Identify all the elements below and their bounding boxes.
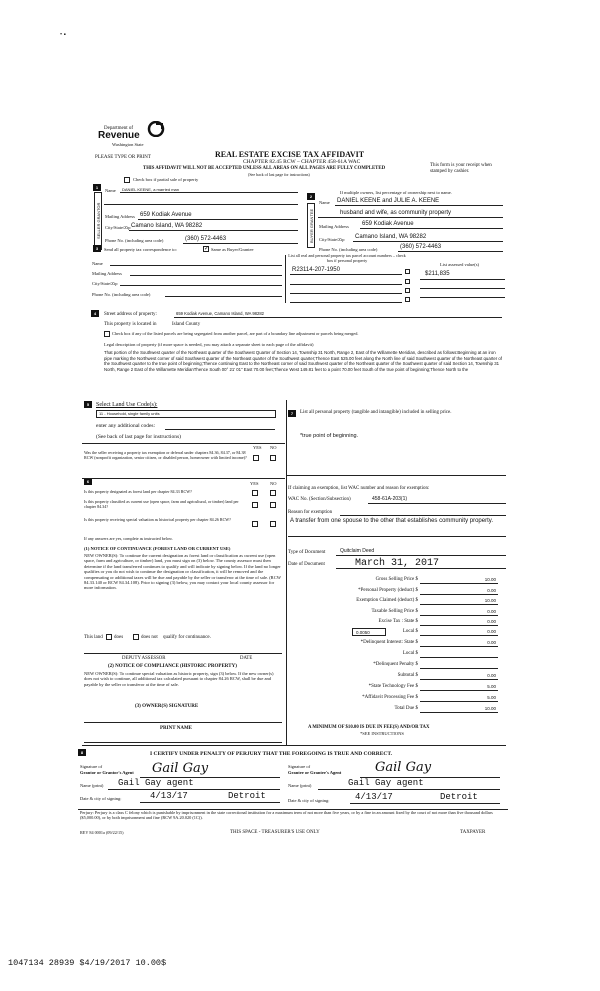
tax-value: 10.00 xyxy=(484,706,496,711)
seller-mailing-value: 659 Kodiak Avenue xyxy=(140,212,192,218)
s5-see-back: (See back of last page for instructions) xyxy=(96,434,181,440)
county-value: Island County xyxy=(172,322,201,327)
sig-left: Gail Gay xyxy=(152,761,209,776)
s5-yes: YES xyxy=(253,445,262,450)
does-not-checkbox[interactable] xyxy=(133,634,139,640)
section-number-5: 5 xyxy=(84,401,92,408)
s3-mailing-label: Mailing Address xyxy=(92,271,122,276)
notice1-text: NEW OWNER(S): To continue the current designation as forest land or classification as current use (open space, farm and agriculture, or timber) land, you must sign on (3) below. The county assessor must then determine if the land transferred continues to qualify and will indicate by signing below. If the land no longer qualifies or you do not wish to continue the designation or classification, it will be removed and the compensating or additional taxes will be due and payable by the seller or transferor at the time of sale. (RCW 84.33.140 or RCW 84.34.108). Prior to signing (3) below, you may contact your local county assessor for more information. xyxy=(84,553,281,591)
additional-codes-label: enter any additional codes: xyxy=(96,423,156,429)
seller-phone-label: Phone No. (including area code) xyxy=(105,238,164,243)
s6-q3-no[interactable] xyxy=(270,521,276,527)
buyer-name-value-2: husband and wife, as community property xyxy=(340,210,452,216)
name-print-left-label: Name (print) xyxy=(80,783,104,788)
doc-date-value: March 31, 2017 xyxy=(355,558,440,569)
form-title: REAL ESTATE EXCISE TAX AFFIDAVIT xyxy=(215,150,365,159)
s6-q1-no[interactable] xyxy=(270,490,276,496)
seller-city-label: City/State/Zip xyxy=(105,225,131,230)
partial-sale-checkbox[interactable] xyxy=(124,177,130,183)
ownership-note: If multiple owners, list percentage of ownership next to name. xyxy=(340,190,452,195)
date-right-label: Date & city of signing: xyxy=(288,798,330,803)
located-label: This property is located in xyxy=(104,322,157,327)
same-as-label: Same as Buyer/Grantee xyxy=(211,247,254,252)
s5-no-checkbox[interactable] xyxy=(270,455,276,461)
buyer-name-label: Name xyxy=(319,200,330,205)
date-left: 4/13/17 xyxy=(150,791,188,801)
s6-q1-yes[interactable] xyxy=(252,490,258,496)
section-number-6: 6 xyxy=(84,478,92,485)
recording-stamp: 1047134 28939 $4/19/2017 10.00$ xyxy=(8,958,167,968)
sig-right-label1: Signature of xyxy=(288,764,311,769)
s6-q3: Is this property receiving special valuation as historical property per chapter 84.26 RCW? xyxy=(84,517,231,522)
s6-q2-yes[interactable] xyxy=(252,502,258,508)
s5-no: NO xyxy=(270,445,277,450)
section-number-2: 2 xyxy=(307,193,315,200)
owner-signature-label: (3) OWNER(S) SIGNATURE xyxy=(135,704,199,709)
deputy-date: DATE xyxy=(240,656,253,661)
s3-name-label: Name xyxy=(92,261,103,266)
land-use-value: 11 - Household, single family units xyxy=(99,411,160,416)
seller-city-value: Camano Island, WA 98282 xyxy=(131,223,203,229)
seller-name-label: Name xyxy=(105,188,116,193)
buyer-name-value: DANIEL KEENE and JULIE A. KEENE xyxy=(337,198,440,204)
tax-label: Subtotal $ xyxy=(397,673,418,678)
doc-type-label: Type of Document xyxy=(288,550,326,555)
doc-date-label: Date of Document xyxy=(288,562,325,567)
does-not-label: does not xyxy=(141,635,158,640)
scan-mark: • ▪ xyxy=(60,32,66,38)
does-label: does xyxy=(114,635,124,640)
notice1-title: (1) NOTICE OF CONTINUANCE (FOREST LAND OR CURRENT USE) xyxy=(84,546,231,551)
date-left-label: Date & city of signing: xyxy=(80,796,122,801)
boundary-checkbox[interactable] xyxy=(104,331,110,337)
wac-value: 458-61A-203(1) xyxy=(372,496,408,502)
section-number-7: 7 xyxy=(288,410,296,417)
buyer-city-value: Camano Island, WA 98282 xyxy=(355,234,427,240)
logo-dept: Department of xyxy=(104,126,134,131)
tax-value: 0.00 xyxy=(487,673,496,678)
sig-left-label1: Signature of xyxy=(80,764,103,769)
section-number-3: 3 xyxy=(93,245,101,252)
sig-left-label2: Grantor or Grantor's Agent xyxy=(80,770,134,775)
form-number: REV 84 0001a (09/22/15) xyxy=(80,830,124,835)
tax-value: 0.00 xyxy=(487,609,496,614)
s3-city-label: City/State/Zip xyxy=(92,281,118,286)
parcel-header: List all real and personal property tax parcel account numbers – check box if personal property xyxy=(288,253,406,263)
logo-revenue: Revenue xyxy=(98,130,140,141)
s5-yes-checkbox[interactable] xyxy=(253,455,259,461)
does-checkbox[interactable] xyxy=(106,634,112,640)
please-type: PLEASE TYPE OR PRINT xyxy=(95,155,151,160)
s5-question: Was the seller receiving a property tax exemption or deferral under chapters 84.36, 84.37, or 84.38 RCW (nonprofit organization, senior citizen, or disabled person, homeowner with limited income)? xyxy=(84,450,247,460)
s6-yes: YES xyxy=(250,481,259,486)
this-land-label: This land xyxy=(84,635,103,640)
sig-right-label2: Grantee or Grantee's Agent xyxy=(288,770,342,775)
land-use-select[interactable] xyxy=(96,410,276,418)
section-number-8: 8 xyxy=(78,749,86,756)
personal-property-checkbox-1[interactable] xyxy=(405,269,410,274)
buyer-city-label: City/State/Zip xyxy=(319,237,345,242)
s6-no: NO xyxy=(270,481,277,486)
wac-label: WAC No. (Section/Subsection) xyxy=(288,497,351,502)
tax-label: *Affidavit Processing Fee $ xyxy=(362,695,418,700)
tax-value: 0.00 xyxy=(487,588,496,593)
personal-property-checkbox-3[interactable] xyxy=(405,288,410,293)
sig-right: Gail Gay xyxy=(375,760,432,775)
tax-value: 0.00 xyxy=(487,629,496,634)
tax-value: 5.00 xyxy=(487,695,496,700)
local-rate-box xyxy=(352,628,386,636)
buyer-phone-label: Phone No. (including area code) xyxy=(319,247,378,252)
tax-label: Local $ xyxy=(402,651,418,656)
seller-vertical-label: SELLER GRANTOR xyxy=(94,192,102,250)
section-number-4: 4 xyxy=(91,310,99,317)
name-print-right-label: Name (print) xyxy=(288,783,312,788)
exemption-label: If claiming an exemption, list WAC number and reason for exemption: xyxy=(288,486,430,491)
s6-instructions: If any answers are yes, complete as instructed below. xyxy=(84,536,173,541)
select-land-use-label: Select Land Use Code(s): xyxy=(96,402,158,408)
tax-label: Excise Tax : State $ xyxy=(378,619,418,624)
tax-value: 5.00 xyxy=(487,684,496,689)
tax-value: 0.00 xyxy=(487,619,496,624)
receipt-note: This form is your receipt when stamped by cashier. xyxy=(430,163,492,174)
tax-label: *Delinquent Penalty $ xyxy=(373,662,418,667)
tax-label: Gross Selling Price $ xyxy=(375,577,418,582)
form-warning: THIS AFFIDAVIT WILL NOT BE ACCEPTED UNLESS ALL AREAS ON ALL PAGES ARE FULLY COMPLETED xyxy=(143,166,386,171)
qualify-label: qualify for continuance. xyxy=(163,635,211,640)
tax-label: *State Technology Fee $ xyxy=(368,684,418,689)
assessed-header: List assessed value(s) xyxy=(440,262,479,267)
perjury-note: Perjury: Perjury is a class C felony which is punishable by imprisonment in the state correctional institution for a maximum term of not more than five years, or by a fine in an amount fixed by the court of not more than five thousand dollars ($5,000.00), or by both imprisonment and fine (RCW 9A.20.020 (1C)). xyxy=(80,810,493,820)
certify-title: I CERTIFY UNDER PENALTY OF PERJURY THAT THE FOREGOING IS TRUE AND CORRECT. xyxy=(150,751,393,757)
name-print-right: Gail Gay agent xyxy=(348,778,424,788)
see-instructions: *SEE INSTRUCTIONS xyxy=(360,731,404,736)
tax-label: Total Due $ xyxy=(394,706,418,711)
legal-label: Legal description of property (if more space is needed, you may attach a separate sheet to each page of the affidavit) xyxy=(104,342,314,347)
reason-value: A transfer from one spouse to the other that establishes community property. xyxy=(290,518,493,524)
print-name-label: PRINT NAME xyxy=(160,726,192,731)
personal-property-checkbox-4[interactable] xyxy=(405,297,410,302)
tax-label: *Personal Property (deduct) $ xyxy=(358,588,418,593)
taxpayer-label: TAXPAYER xyxy=(460,830,486,835)
buyer-mailing-label: Mailing Address xyxy=(319,224,349,229)
buyer-phone-value: (360) 572-4463 xyxy=(400,244,442,250)
see-back: (See back of last page for instructions) xyxy=(248,172,310,177)
tax-label: *Delinquent Interest: State $ xyxy=(360,640,418,645)
form-chapter: CHAPTER 82.45 RCW – CHAPTER 458-61A WAC xyxy=(243,159,361,165)
tax-label: Taxable Selling Price $ xyxy=(371,609,418,614)
city-left: Detroit xyxy=(228,791,266,801)
s6-q2: Is this property classified as current use (open space, farm and agricultural, or timber) land per chapter 84.34? xyxy=(84,499,239,509)
street-value: 659 Kodiak Avenue, Camano Island, WA 98282 xyxy=(176,311,264,316)
parcel-value: R23114-207-1950 xyxy=(292,267,340,273)
s6-q3-yes[interactable] xyxy=(252,521,258,527)
minimum-note: A MINIMUM OF $10.00 IS DUE IN FEE(S) AND/OR TAX xyxy=(308,725,430,730)
seller-name-value: DANIEL KEENE, a married man xyxy=(122,187,179,192)
logo-state: Washington State xyxy=(112,142,144,147)
reason-label: Reason for exemption xyxy=(288,510,333,515)
local-rate-value: 0.0050 xyxy=(356,630,370,635)
same-as-buyer-checkbox[interactable]: ✓ xyxy=(204,246,210,252)
legal-description: That portion of the Southwest quarter of the Northeast quarter of the Southwest Quarter of Section 14, Township 31 North, Range 2, East of the Willamette Meridian, described as follows:Beginning at an iron pipe marking the Northwest corner of said Southwest quarter of the Northeast quarter of the Southwest quarter;Thence East 525.00 feet along the North line of said Southwest quarter of the Northeast quarter of the Southwest quarter to the true point of beginning;Thence continuing East to the Northeast corner of said Southwest quarter of the Northeast quarter of the Southwest quarter of said Section 14, Township 31 North, Range 2 East of the Willamette MeridianThence South 00° 21' 01" East 70.00 feet;Thence West 149.81 feet to a point 70.00 feet South of the true point of beginning;Thence North to the xyxy=(104,350,502,372)
s6-q1: Is this property designated as forest land per chapter 84.33 RCW? xyxy=(84,489,192,494)
personal-property-checkbox-2[interactable] xyxy=(405,279,410,284)
personal-property-label: List all personal property (tangible and intangible) included in selling price. xyxy=(300,410,452,415)
notice2-title: (2) NOTICE OF COMPLIANCE (HISTORIC PROPERTY) xyxy=(108,664,237,669)
s3-phone-label: Phone No. (including area code) xyxy=(92,292,151,297)
s6-q2-no[interactable] xyxy=(270,502,276,508)
send-label: Send all property tax correspondence to: xyxy=(104,247,177,252)
date-right: 4/13/17 xyxy=(355,792,393,802)
tax-value: 10.00 xyxy=(484,598,496,603)
tax-value: 10.00 xyxy=(484,577,496,582)
street-label: Street address of property: xyxy=(104,312,157,317)
buyer-vertical-label: BUYER GRANTEE xyxy=(307,203,315,248)
tax-label: Local $ xyxy=(402,629,418,634)
name-print-left: Gail Gay agent xyxy=(118,778,194,788)
tax-label: Exemption Claimed (deduct) $ xyxy=(356,598,418,603)
tax-value: 0.00 xyxy=(487,640,496,645)
seller-mailing-label: Mailing Address xyxy=(105,214,135,219)
notice2-text: NEW OWNER(S): To continue special valuation as historic property, sign (3) below. If the new owner(s) does not wish to continue, all additional tax calculated pursuant to chapter 84.26 RCW, shall be due and payable by the seller or transferor at the time of sale. xyxy=(84,671,274,687)
deputy-assessor: DEPUTY ASSESSOR xyxy=(122,656,166,661)
city-right: Detroit xyxy=(440,792,478,802)
partial-sale-label: Check box if partial sale of property xyxy=(133,177,199,182)
revenue-logo-icon xyxy=(146,121,168,137)
doc-type-value: Quitclaim Deed xyxy=(340,548,375,554)
personal-property-value: *true point of beginning. xyxy=(300,433,359,439)
treasurer-use: THIS SPACE - TREASURER'S USE ONLY xyxy=(230,830,320,835)
section-number-1: 1 xyxy=(93,184,101,191)
boundary-note: Check box if any of the listed parcels are being segregated from another parcel, are part of a boundary line adjustment or parcels being merged. xyxy=(112,331,359,336)
seller-phone-value: (360) 572-4463 xyxy=(185,236,227,242)
buyer-mailing-value: 659 Kodiak Avenue xyxy=(362,221,414,227)
assessed-value: $211,835 xyxy=(425,271,450,277)
